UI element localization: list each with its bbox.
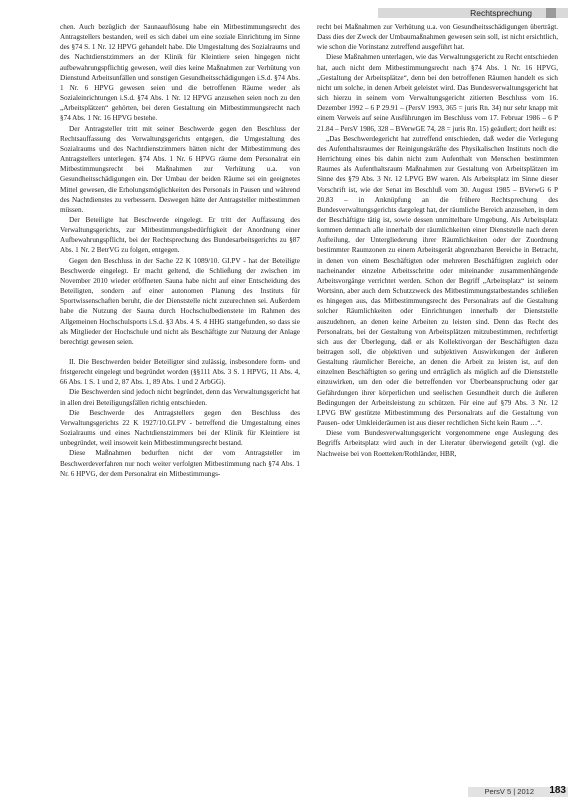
page-number: 183 (549, 785, 566, 796)
right-paragraph: Diese Maßnahmen unterlagen, wie das Verwaltungsgericht zu Recht entschieden hat, auch nicht dem Mitbestimmungsrecht nach §74 Abs. 1 Nr. 16 HPVG, „Gestaltung der Arbeitsplätze“, denn bei den betroffenen Räumen handelt es sich nicht um solche, in denen Arbeit geleistet wird. Das Bundesverwaltungsgericht hat sich hierzu in seinem vom Verwaltungsgericht zitierten Beschluss vom 16. Dezember 1992 – 6 P 29.91 – (PersV 1993, 365 = juris Rn. 34) nur sehr knapp mit einem Verweis auf seine Ausführungen im Beschluss vom 17. Februar 1986 – 6 P 21.84 – PersV 1986, 328 – BVerwGE 74, 28 = juris Rn. 15) geäußert; dort heißt es: (317, 53, 558, 133)
left-paragraph: Der Beteiligte hat Beschwerde eingelegt. Er tritt der Auffassung des Verwaltungsgerichts, zur Mitbestimmungsbedürftigkeit der Anordnung einer Aufbewahrungspflicht, bei der Rechtsprechung des Bundesarbeitsgerichts zu §87 Abs. 1 Nr. 2 BetrVG zu folgen, entgegen. (60, 215, 300, 255)
right-paragraph: „Das Beschwerdegericht hat zutreffend entschieden, daß weder die Verlegung des Aufenthaltsraumes der Reinigungskräfte des Physikalischen Instituts noch die Herrichtung eines bis dahin nicht zum Aufenthalt von Menschen bestimmten Raumes als Aufenthaltsraum Maßnahmen zur Gestaltung von Arbeitsplätzen im Sinne des §79 Abs. 3 Nr. 12 LPVG BW waren. Als Arbeitsplatz im Sinne dieser Vorschrift ist, wie der Senat im Beschluß vom 30. August 1985 – BVerwG 6 P 20.83 – in Anknüpfung an die frühere Rechtsprechung des Bundesverwaltungsgerichts dargelegt hat, der räumliche Bereich anzusehen, in dem der Beschäftigte tätig ist, sowie dessen unmittelbare Umgebung. Als Arbeitsplatz kommen demnach alle innerhalb der räumlichkeiten einer Dienststelle nach deren Aufteilung, der Untergliederung ihrer Räumlichkeiten oder der Zuordnung bestimmter Raumzonen zu einem Arbeitsgerät abgrenzbaren Bereiche in Betracht, in denen von einem Beschäftigten oder mehreren Beschäftigten zugleich oder nacheinander einzelne Arbeitsschritte oder miteinander zusammenhängende Arbeitsvorgänge verrichtet werden. Schon der Begriff „Arbeitsplatz“ ist seinem Wortsinn, aber auch dem Schutzzweck des Mitbestimmungstatbestandes schließen es hingegen aus, das Mitbestimmungsrecht des Personalrats auf die Gestaltung solcher Räumlichkeiten oder Einrichtungen innerhalb der Dienststelle auszudehnen, an denen keine Arbeiten zu leisten sind. Denn das Recht des Personalrats, bei der Gestaltung von Arbeitsplätzen mitzubestimmen, rechtfertigt sich aus der Überlegung, daß er als Kollektivorgan der Beschäftigten dazu beitragen soll, die objektiven und subjektiven Auswirkungen der äußeren Gestaltung räumlicher Bereiche, an denen die Arbeit zu leisten ist, auf den einzelnen Beschäftigten so gering und erträglich als möglich auf die Dienststelle einzuwirken, um den oder die betreffenden vor Überbeanspruchung oder gar Gefährdungen ihrer körperlichen und seelischen Gesundheit durch die äußeren Bedingungen der Arbeitsleistung zu schützen. Für eine auf §79 Abs. 3 Nr. 12 LPVG BW gestützte Mitbestimmung des Personalrats auf die Gestaltung von Pausen- oder Umkleideräumen ist aus dieser rechtlichen Sicht kein Raum …“. (317, 134, 558, 428)
left-paragraph: Diese Maßnahmen bedurften nicht der vom Antragsteller im Beschwerdeverfahren nur noch weiter verfolgten Mitbestimmung nach §74 Abs. 1 Nr. 6 HPVG, der dem Personalrat ein Mitbestimmungs- (60, 449, 300, 478)
left-paragraph: Die Beschwerden sind jedoch nicht begründet, denn das Verwaltungsgericht hat in allen drei Beteiligungsfällen richtig entschieden. (60, 388, 300, 407)
left-paragraph: Gegen den Beschluss in der Sache 22 K 1089/10. GI.PV - hat der Beteiligte Beschwerde eingelegt. Er macht geltend, die Schließung der zwischen im November 2010 wieder eröffneten Sauna habe nicht auf einer Entscheidung des Beteiligten, sondern auf einer autonomen Planung des Instituts für Sportwissenschaften beruht, die der Dienststelle nicht zuzurechnen sei. Außerdem habe die Nutzung der Sauna durch Hochschulbedienstete im Rahmen des Allgemeinen Hochschulsports i.S.d. §3 Abs. 4 S. 4 HHG stattgefunden, so dass sie als Mitglieder der Hochschule und nicht als Beschäftigte zur Nutzung der Anlage berechtigt gewesen seien. (60, 256, 300, 346)
left-column (60, 22, 300, 479)
page-header (58, 0, 568, 22)
issue-label: PersV 5 | 2012 (484, 787, 534, 796)
left-paragraph: chen. Auch bezüglich der Saunaauflösung habe ein Mitbestimmungsrecht des Antragstellers bestanden, weil es sich dabei um eine soziale Einrichtung im Sinne des §74 S. 1 Nr. 12 HPVG gehandelt habe. Die Umgestaltung des Sozialraums und des Nachtdienstzimmers an der Klinik für Kleintiere seien hingegen nicht aufbewahrungspflichtig gewesen, weil dies keine Maßnahmen zur Verhütung von Dienstund Arbeitsunfällen und sonstigen Gesundheitsschädigungen i.S.d. §74 Abs. 1 Nr. 6 HPVG gewesen seien und die betroffenen Räume weder als Sozialeinrichtungen i.S.d. §74 Abs. 1 Nr. 12 HPVG anzusehen seien noch zu den „Arbeitsplätzen“ gehörten, bei deren Gestaltung ein Mitbestimmungsrecht nach §74 Abs. 1 Nr. 16 HPVG bestehe. (60, 23, 300, 123)
section-title: Rechtsprechung (470, 8, 532, 18)
page-footer (58, 784, 568, 800)
section-marker (546, 8, 556, 18)
right-paragraph: recht bei Maßnahmen zur Verhütung u.a. von Gesundheitsschädigungen überträgt. Dass dies der Zweck der Umbaumaßnahmen gewesen sein soll, ist nicht ersichtlich, wie schon die Vorinstanz zutreffend ausgeführt hat. (317, 23, 558, 52)
left-paragraph: Die Beschwerde des Antragstellers gegen den Beschluss des Verwaltungsgerichts 22 K 1927/10.GI.PV - betreffend die Umgestaltung eines Sozialraums und eines Nachtdienstzimmers bei der Klinik für Kleintiere ist unbegründet, weil insoweit kein Mitbestimmungsrecht bestand. (60, 408, 300, 448)
left-paragraph: II. Die Beschwerden beider Beteiligter sind zulässig, insbesondere form- und fristgerecht eingelegt und begründet worden (§§111 Abs. 3 S. 1 HPVG, 11 Abs. 4, 66 Abs. 1 S. 1 und 2, 87 Abs. 1, 89 Abs. 1 und 2 ArbGG). (60, 358, 300, 387)
right-paragraph: Diese vom Bundesverwaltungsgericht vorgenommene enge Auslegung des Begriffs Arbeitsplatz wird auch in der Literatur überwiegend geteilt (vgl. die Nachweise bei von Roetteken/Rothländer, HBR, (317, 429, 558, 458)
right-column (317, 22, 558, 459)
left-paragraph: Der Antragsteller tritt mit seiner Beschwerde gegen den Beschluss der Rechtsauffassung des Verwaltungsgerichts entgegen, die Umgestaltung des Sozialraums und des Nachtdienstzimmers hätten nicht der Mitbestimmung des Antragstellers unterlegen. §74 Abs. 1 Nr. 6 HPVG räume dem Personalrat ein Mitbestimmungsrecht bei Maßnahmen zur Verhütung u.a. von Gesundheitsschädigungen ein. Der Umbau der beiden Räume sei ein geeignetes Mittel gewesen, die Erholungsmöglichkeiten des Personals in Pausen und während des Nachtdienstes zu verbessern. Deswegen hätte der Antragsteller mitbestimmen müssen. (60, 124, 300, 214)
